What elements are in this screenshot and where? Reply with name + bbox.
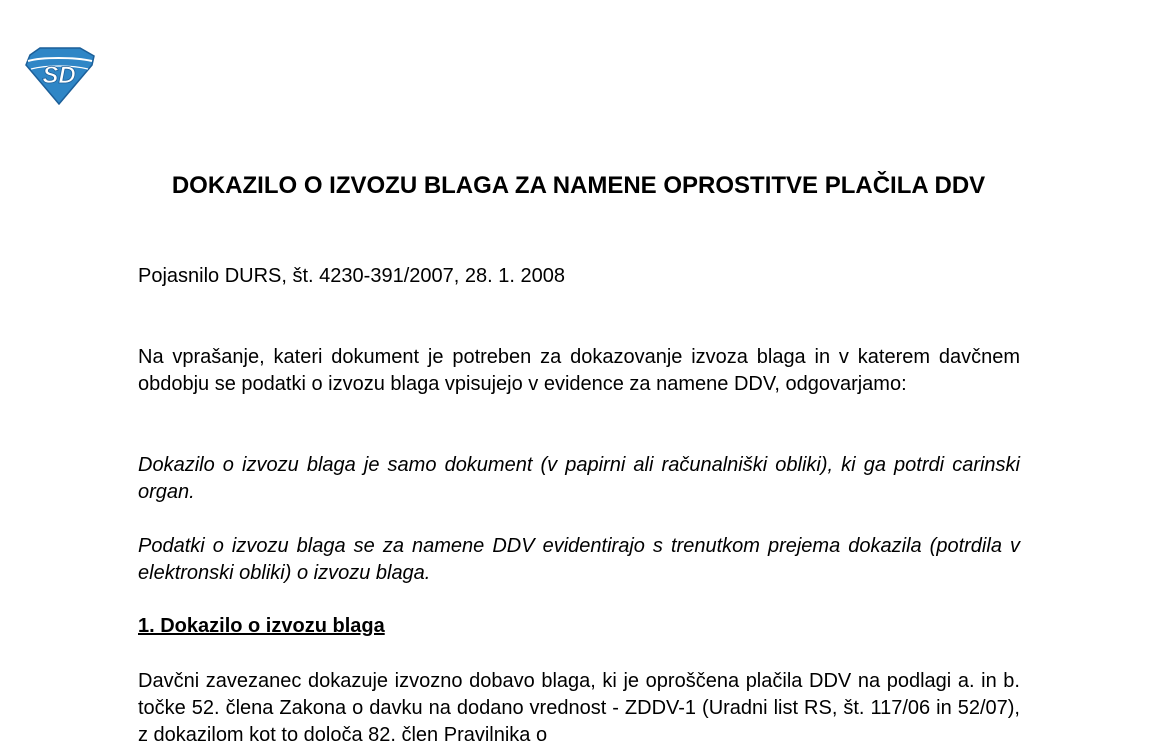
section-1-paragraph: Davčni zavezanec dokazuje izvozno dobavo blaga, ki je oproščena plačila DDV na podlagi a. in b. točke 52. člena Zakona o davku na dodano vrednost - ZDDV-1 (Uradni list RS, št. 117/06 in 52/07), z dokazilom kot to določa 82. člen Pravilnika o [138,670,1020,746]
question-paragraph: Na vprašanje, kateri dokument je potreben za dokazovanje izvoza blaga in v katerem davčnem obdobju se podatki o izvozu blaga vpisujejo v evidence za namene DDV, odgovarjamo: [138,346,1020,395]
company-logo [22,47,96,105]
logo-lettering: SD [42,62,76,89]
document-title: DOKAZILO O IZVOZU BLAGA ZA NAMENE OPROSTITVE PLAČILA DDV [171,172,986,199]
answer-paragraph-1: Dokazilo o izvozu blaga je samo dokument (v papirni ali računalniški obliki), ki ga potrdi carinski organ. [138,454,1020,503]
reference-line: Pojasnilo DURS, št. 4230-391/2007, 28. 1. 2008 [138,265,565,287]
section-heading-1: 1. Dokazilo o izvozu blaga [138,615,385,637]
answer-paragraph-2: Podatki o izvozu blaga se za namene DDV evidentirajo s trenutkom prejema dokazila (potrdila v elektronski obliki) o izvozu blaga. [138,535,1020,584]
